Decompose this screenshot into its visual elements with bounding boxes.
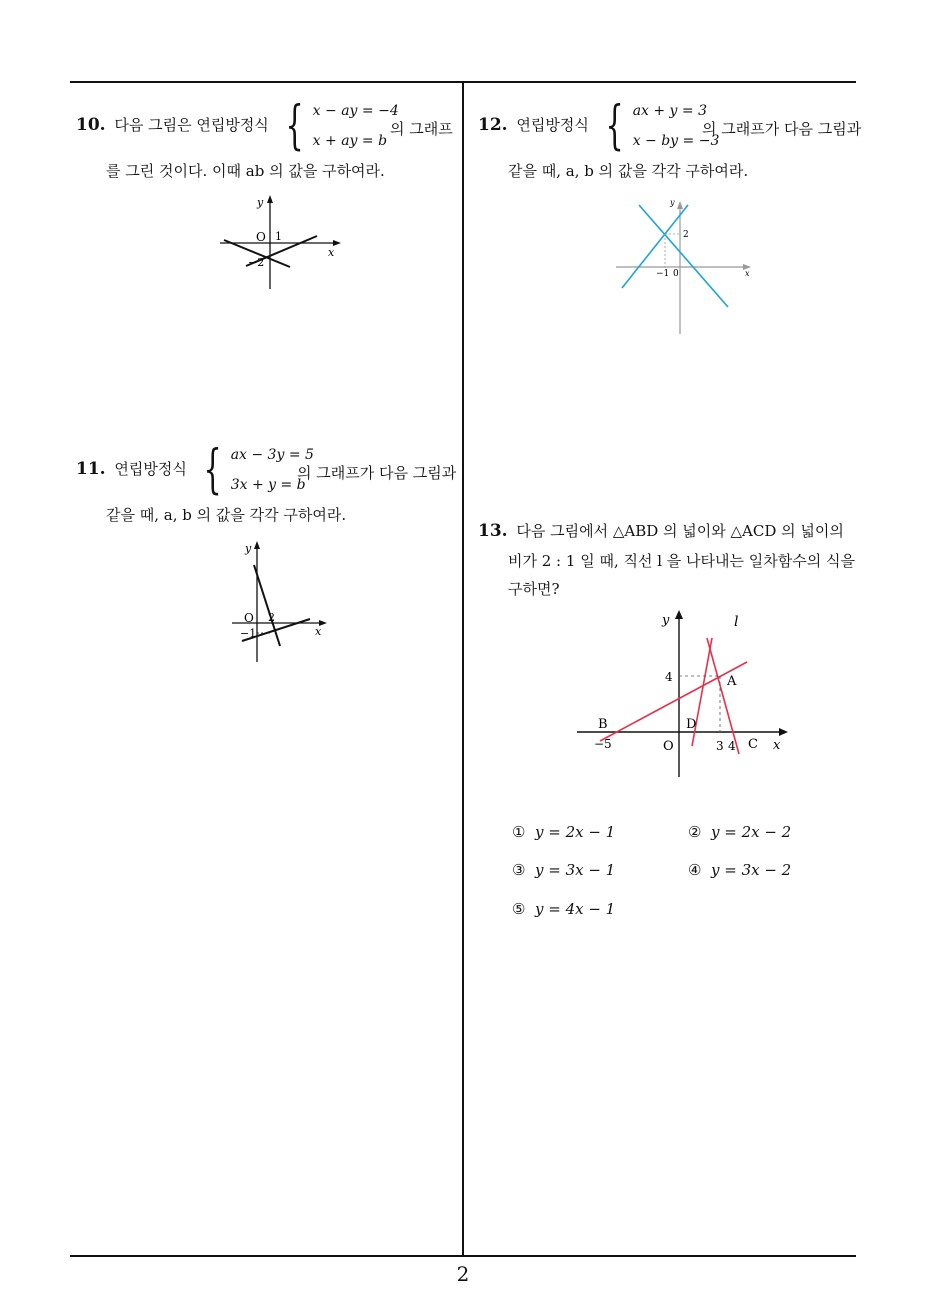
problem-text-line3: 구하면? <box>508 580 560 598</box>
point-d-label: D <box>686 717 697 732</box>
graph-p11 <box>228 538 338 663</box>
origin-label: O <box>256 230 266 244</box>
choice-1[interactable] <box>512 823 615 841</box>
line-l-label: l <box>734 614 739 630</box>
page-number: 2 <box>456 1262 470 1286</box>
brace-icon: { <box>605 96 624 156</box>
tick-label-y4: 4 <box>665 670 673 684</box>
choice-text: y = 2x − 1 <box>535 823 616 841</box>
equation-2: 3x + y = b <box>230 477 306 493</box>
tick-label-y: 2 <box>683 230 689 240</box>
column-divider <box>462 82 464 1256</box>
problem-text: 연립방정식 <box>516 116 589 134</box>
choice-mark: ② <box>688 823 702 841</box>
x-axis-label: x <box>328 246 335 259</box>
point-c-label: C <box>748 737 758 752</box>
y-axis-label: y <box>245 542 252 555</box>
problem-number: 13. <box>478 521 508 541</box>
choice-text: y = 3x − 1 <box>535 861 616 879</box>
tick-label-x: 1 <box>275 230 282 243</box>
problem-text: 다음 그림은 연립방정식 <box>114 116 269 134</box>
problem-number: 11. <box>76 459 106 479</box>
x-axis-label: x <box>773 738 781 753</box>
choice-3[interactable] <box>512 861 615 879</box>
point-b-label: B <box>598 717 608 732</box>
y-axis-label: y <box>670 198 675 207</box>
tick-label-x: 2 <box>268 611 275 624</box>
problem-text-line2: 비가 2 : 1 일 때, 직선 l 을 나타내는 일차함수의 식을 <box>508 552 855 570</box>
choice-text: y = 4x − 1 <box>535 900 616 918</box>
equation-system <box>278 96 399 156</box>
tick-label-x4: 4 <box>728 739 736 753</box>
choice-2[interactable] <box>688 823 791 841</box>
tick-label-y: −2 <box>248 256 265 269</box>
graph-p13 <box>572 604 802 784</box>
problem-text-line2: 같을 때, a, b 의 값을 각각 구하여라. <box>508 162 749 180</box>
equation-2: x − by = −3 <box>632 133 720 149</box>
choice-text: y = 3x − 2 <box>711 861 792 879</box>
brace-icon: { <box>285 96 304 156</box>
choice-mark: ① <box>512 823 526 841</box>
equation-1: x − ay = −4 <box>312 103 399 119</box>
origin-label: O <box>244 611 254 625</box>
tick-label-x3: 3 <box>716 739 724 753</box>
problem-text-line1: 다음 그림에서 △ABD 의 넓이와 △ACD 의 넓이의 <box>516 522 844 540</box>
problem-text-line2: 를 그린 것이다. 이때 ab 의 값을 구하여라. <box>106 162 385 180</box>
origin-label: 0 <box>673 269 679 279</box>
problem-text-line2: 같을 때, a, b 의 값을 각각 구하여라. <box>106 506 347 524</box>
x-axis-label: x <box>315 625 322 638</box>
tick-label-x: −1 <box>656 269 670 279</box>
y-axis-label: y <box>257 196 264 209</box>
choice-5[interactable] <box>512 900 615 918</box>
origin-label: O <box>663 739 674 754</box>
choice-mark: ⑤ <box>512 900 526 918</box>
equation-1: ax + y = 3 <box>632 103 708 119</box>
graph-p12 <box>612 196 757 336</box>
y-axis-label: y <box>662 613 670 628</box>
brace-icon: { <box>203 440 222 500</box>
equation-2: x + ay = b <box>312 133 388 149</box>
problem-text-post: 의 그래프가 다음 그림과 <box>702 120 862 138</box>
choice-mark: ③ <box>512 861 526 879</box>
choice-4[interactable] <box>688 861 791 879</box>
graph-p10 <box>210 192 350 292</box>
choice-mark: ④ <box>688 861 702 879</box>
problem-text-post: 의 그래프가 다음 그림과 <box>297 464 457 482</box>
problem-text: 연립방정식 <box>114 460 187 478</box>
point-a-label: A <box>727 674 737 689</box>
choice-text: y = 2x − 2 <box>711 823 792 841</box>
equation-1: ax − 3y = 5 <box>230 447 314 463</box>
problem-number: 12. <box>478 115 508 135</box>
problem-number: 10. <box>76 115 106 135</box>
x-axis-label: x <box>745 269 750 278</box>
problem-text-post: 의 그래프 <box>390 120 453 138</box>
tick-label-y: −1 <box>240 627 257 640</box>
tick-label-x-5: −5 <box>594 737 612 751</box>
